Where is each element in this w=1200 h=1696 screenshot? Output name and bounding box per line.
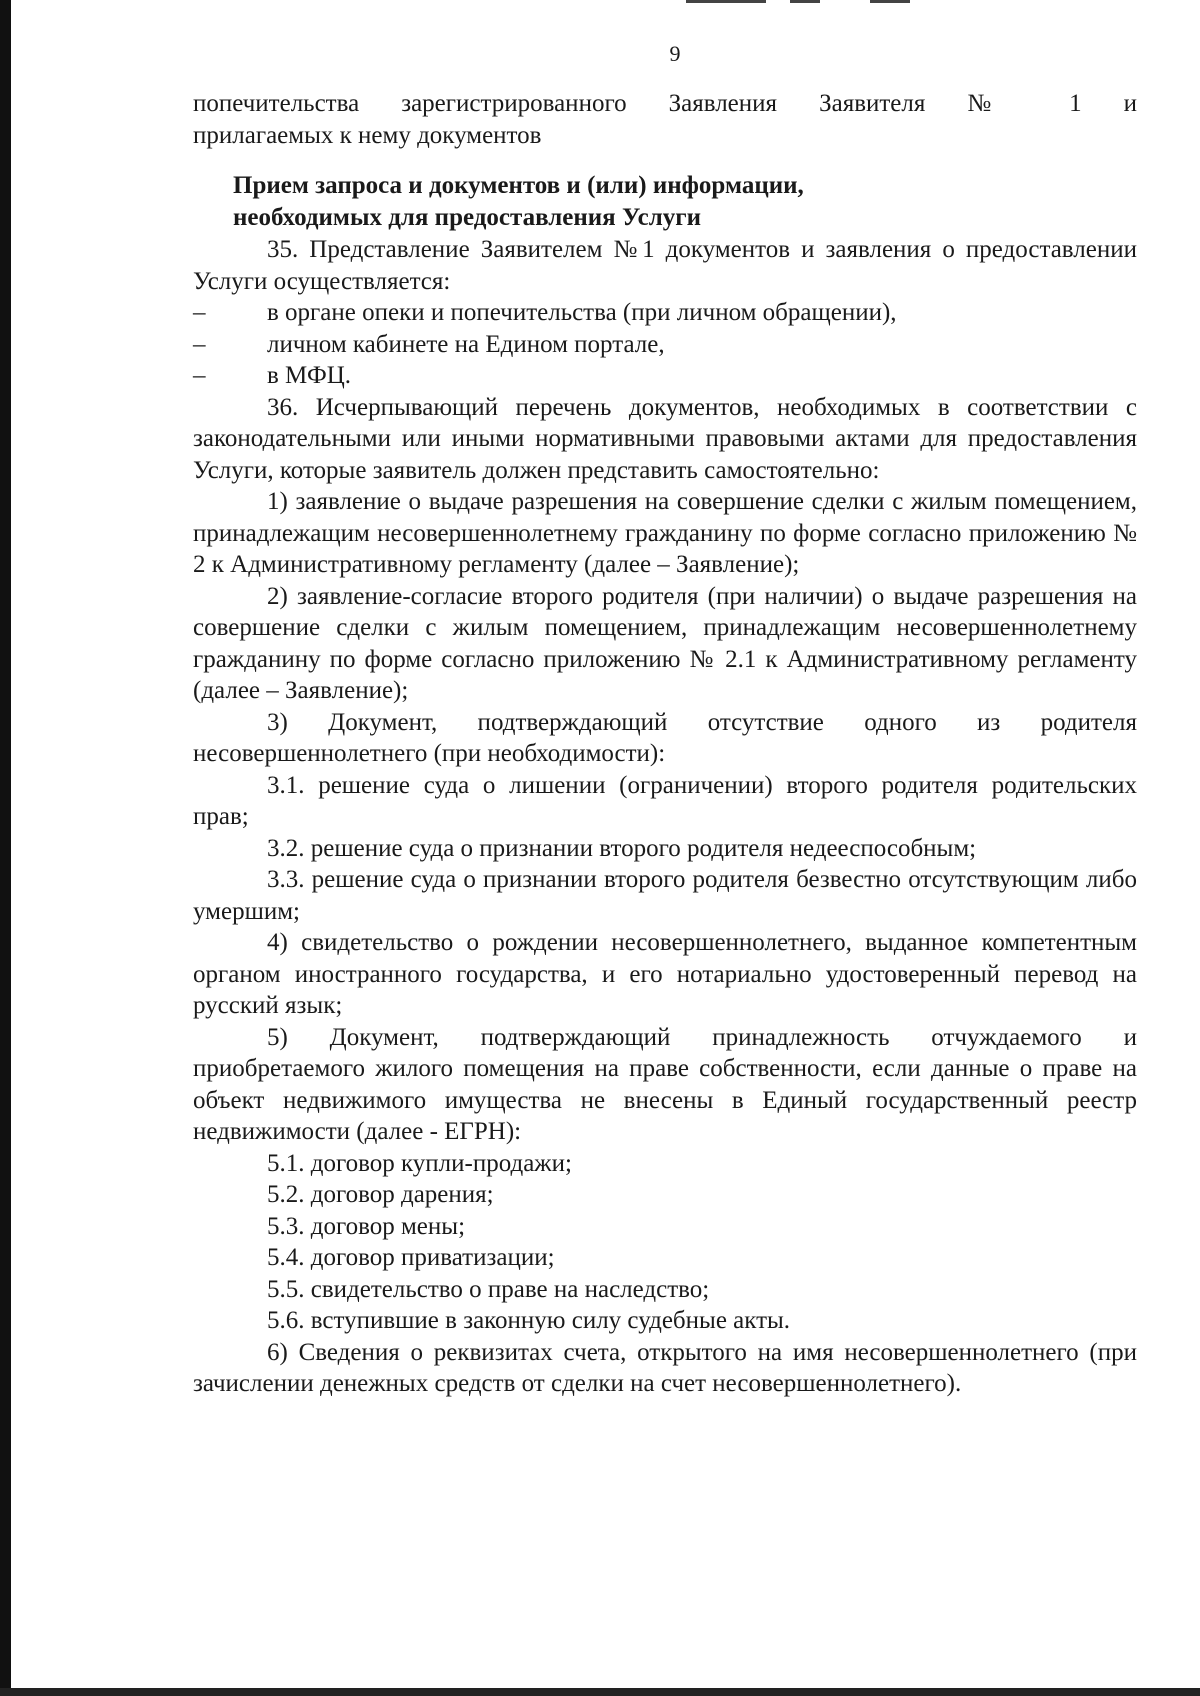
list-item-text: личном кабинете на Едином портале, bbox=[267, 330, 665, 358]
paragraph-item: 5.1. договор купли-продажи; bbox=[267, 1149, 572, 1177]
paragraph-item: 3.3. решение суда о признании второго родителя безвестно отсутствующим либо умершим; bbox=[193, 866, 1137, 925]
intro-line-2: прилагаемых к нему документов bbox=[193, 121, 542, 149]
section-heading-line-2: необходимых для предоставления Услуги bbox=[233, 204, 701, 231]
paragraph-item: 5.6. вступившие в законную силу судебные акты. bbox=[267, 1307, 791, 1334]
dash-bullet: – bbox=[193, 299, 206, 326]
dash-bullet: – bbox=[193, 362, 206, 389]
scan-top-mark bbox=[790, 0, 820, 3]
paragraph-item: 5.2. договор дарения; bbox=[267, 1181, 494, 1208]
paragraph-item: 5) Документ, подтверждающий принадлежность отчуждаемого и приобретаемого жилого помещения на праве собственности, если данные о праве на объект недвижимого имущества не внесены в Единый государственный реестр недвижимости (далее - ЕГРН): bbox=[193, 1023, 1137, 1145]
scan-edge-bottom bbox=[0, 1688, 1200, 1696]
paragraph-item: 5.4. договор приватизации; bbox=[267, 1244, 555, 1271]
paragraph-35: 35. Представление Заявителем №1 документов и заявления о предоставлении Услуги осуществляется: bbox=[193, 236, 1137, 295]
list-item-text: в органе опеки и попечительства (при личном обращении), bbox=[267, 299, 897, 326]
page-number: 9 bbox=[669, 41, 681, 66]
dash-bullet: – bbox=[193, 330, 206, 358]
paragraph-item: 3.2. решение суда о признании второго родителя недееспособным; bbox=[267, 834, 977, 862]
document-body bbox=[193, 88, 1137, 1400]
list-item bbox=[193, 360, 1137, 392]
section-heading bbox=[193, 170, 1137, 234]
paragraph-item: 6) Сведения о реквизитах счета, открытого на имя несовершеннолетнего (при зачислении денежных средств от сделки на счет несовершеннолетнего). bbox=[193, 1338, 1137, 1397]
scan-edge-left bbox=[0, 0, 11, 1696]
paragraph-item: 1) заявление о выдаче разрешения на совершение сделки с жилым помещением, принадлежащим несовершеннолетнему гражданину по форме согласно приложению № 2 к Административному регламенту (далее – Заявление); bbox=[193, 488, 1137, 578]
paragraph-item: 2) заявление-согласие второго родителя (при наличии) о выдаче разрешения на совершение сделки с жилым помещением, принадлежащим несовершеннолетнему гражданину по форме согласно приложению № 2.1 к Административному регламенту (далее – Заявление); bbox=[193, 582, 1137, 704]
paragraph-item: 4) свидетельство о рождении несовершеннолетнего, выданное компетентным органом иностранного государства, и его нотариально удостоверенный перевод на русский язык; bbox=[193, 929, 1137, 1019]
section-heading-line-1: Прием запроса и документов и (или) информации, bbox=[233, 172, 804, 199]
paragraph-item: 3) Документ, подтверждающий отсутствие одного из родителя несовершеннолетнего (при необходимости): bbox=[193, 708, 1137, 767]
paragraph-item: 5.5. свидетельство о праве на наследство; bbox=[267, 1275, 710, 1303]
paragraph-item: 3.1. решение суда о лишении (ограничении) второго родителя родительских прав; bbox=[193, 771, 1137, 830]
list-item bbox=[193, 329, 1137, 361]
paragraph-item: 5.3. договор мены; bbox=[267, 1212, 466, 1240]
scan-top-mark bbox=[870, 0, 910, 3]
intro-line-1: попечительства зарегистрированного Заявления Заявителя № 1 и bbox=[193, 90, 1137, 117]
paragraph-36: 36. Исчерпывающий перечень документов, необходимых в соответствии с законодательными или иными нормативными правовыми актами для предоставления Услуги, которые заявитель должен представить самостоятельно: bbox=[193, 393, 1137, 484]
list-item-text: в МФЦ. bbox=[267, 362, 352, 389]
list-item bbox=[193, 297, 1137, 329]
scan-top-mark bbox=[686, 0, 766, 3]
